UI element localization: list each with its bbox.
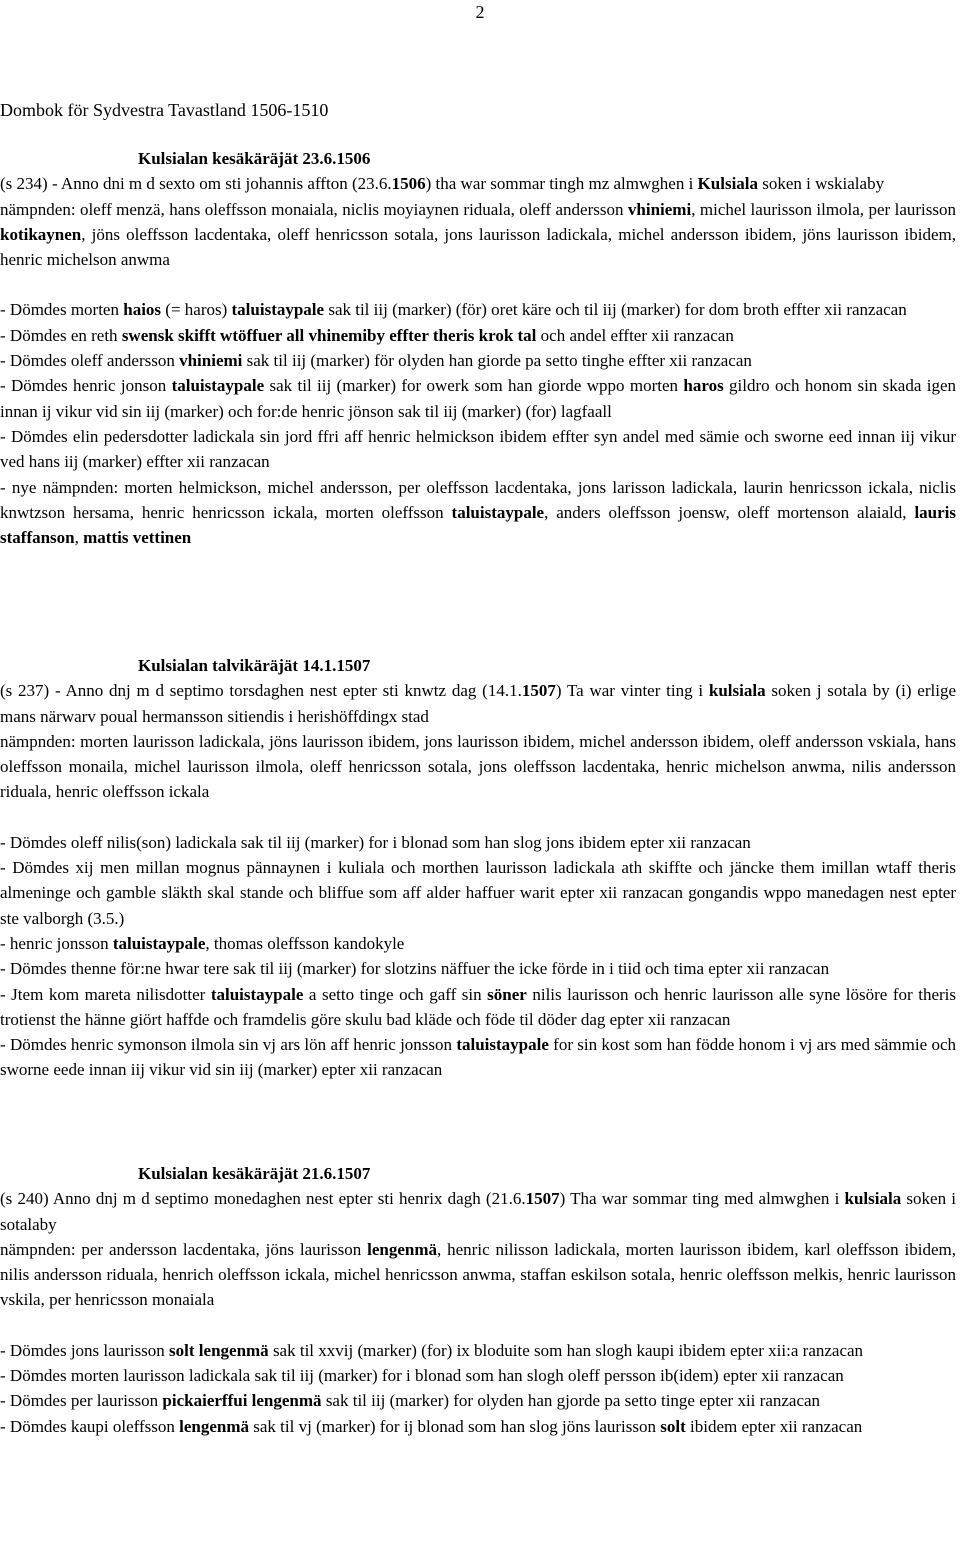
bold-run: lengenmä (367, 1239, 438, 1259)
text-run: - Dömdes thenne för:ne hwar tere sak til iij (marker) for slotzins näffuer the icke förde in i tiid och tima epter xii ranzacan (0, 959, 830, 979)
text-run: ) tha war sommar tingh mz almwghen i (425, 174, 698, 194)
text-run: ) Tha war sommar ting med almwghen i (559, 1189, 845, 1209)
bold-run: söner (487, 984, 527, 1004)
text-run: - Dömdes oleff nilis(son) ladickala sak til iij (marker) for i blonad som han slog jons ibidem epter xii ranzacan (0, 832, 751, 852)
section-talvikarajat-1507 (0, 653, 956, 1083)
text-run: och andel effter xii ranzacan (536, 325, 734, 345)
text-paragraph (0, 1186, 956, 1237)
text-run: nilis laurisson och henric laurisson alle syne lösöre for theris trotienst the hänne giört haffde och framdelis göre skulu bad kläde och föde til döder dag epter xii ranzacan (0, 984, 956, 1029)
text-paragraph (0, 171, 956, 196)
text-run: sak til iij (marker) (för) oret käre och til iij (marker) for dom broth effter xii ranzacan (324, 300, 907, 320)
bold-run: kulsiala (844, 1189, 902, 1209)
text-paragraph (0, 475, 956, 551)
paragraph-gap (0, 805, 956, 830)
bold-run: taluistaypale (451, 502, 545, 522)
text-paragraph (0, 729, 956, 805)
text-run: - Jtem kom mareta nilisdotter (0, 984, 211, 1004)
text-run: (= haros) (161, 300, 232, 320)
bold-run: 1507 (525, 1189, 560, 1209)
text-run: soken i wskialaby (758, 174, 885, 194)
text-paragraph (0, 982, 956, 1033)
text-run: sak til iij (marker) for owerk som han giorde wppo morten (264, 376, 684, 396)
text-run: - Dömdes oleff andersson (0, 351, 180, 371)
text-run: , (74, 528, 84, 548)
bold-run: taluistaypale (112, 933, 206, 953)
text-run: , anders oleffsson joensw, oleff mortenson alaiald, (544, 502, 915, 522)
text-run: - Dömdes jons laurisson (0, 1340, 170, 1360)
text-run: - Dömdes elin pedersdotter ladickala sin jord ffri aff henric helmickson ibidem effter syn andel med sämie och sworne eed innan iij vikur ved hans iij (marker) effter xii ranzacan (0, 426, 956, 472)
section-heading: Kulsialan talvikäräjät 14.1.1507 (138, 656, 371, 675)
text-paragraph (0, 1414, 956, 1439)
text-run: nämpnden: oleff menzä, hans oleffsson monaiala, niclis moyiaynen riduala, oleff andersson (0, 199, 628, 219)
text-run: , henric nilisson ladickala, morten laurisson ibidem, karl oleffsson ibidem, nilis andersson riduala, henrich oleffsson ickala, michel henricsson anwma, staffan eskilson sotala, henric oleffsson melkis, henric laurisson vskila, per henricsson monaiala (0, 1239, 957, 1310)
bold-run: vhiniemi (627, 199, 692, 219)
text-paragraph (0, 373, 956, 424)
bold-run: 1507 (521, 681, 556, 701)
bold-run: kotikaynen (0, 224, 82, 244)
text-run: - nye nämpnden: morten helmickson, michel andersson, per oleffsson lacdentaka, jons larisson ladickala, laurin henricsson ickala, niclis knwtzson hersama, henric henricsson ickala, morten oleffsson (0, 477, 956, 522)
text-run: ibidem epter xii ranzacan (685, 1416, 863, 1436)
text-paragraph (0, 956, 956, 981)
text-run: nämpnden: per andersson lacdentaka, jöns laurisson (0, 1239, 368, 1259)
text-run: soken j sotala by (i) erlige mans närwarv poual hermansson sitiendis i herishöffdingx stad (0, 681, 957, 726)
text-run: - Dömdes morten (0, 300, 124, 320)
bold-run: solt (660, 1416, 686, 1436)
text-run: (s 237) - Anno dnj m d septimo torsdaghen nest epter sti knwtz dag (14.1. (0, 681, 522, 701)
text-paragraph (0, 855, 956, 931)
text-run: - Dömdes morten laurisson ladickala sak til iij (marker) for i blonad som han slogh oleff persson ib(idem) epter xii ranzacan (0, 1366, 844, 1386)
text-run: a setto tinge och gaff sin (303, 984, 488, 1004)
text-run: sak til vj (marker) for ij blonad som han slog jöns laurisson (249, 1416, 661, 1436)
bold-run: pickaierffui lengenmä (162, 1391, 322, 1411)
text-run: gildro och honom sin skada igen innan ij vikur vid sin iij (marker) och for:de henric jönson sak til iij (marker) (for) lagfaall (0, 376, 956, 421)
bold-run: taluistaypale (210, 984, 304, 1004)
bold-run: haros (683, 376, 724, 396)
text-run: - Dömdes kaupi oleffsson (0, 1416, 180, 1436)
text-run: sak til iij (marker) for olyden han gjorde pa setto tinge epter xii ranzacan (321, 1391, 821, 1411)
text-run: ) Ta war vinter ting i (555, 681, 709, 701)
text-paragraph (0, 1388, 956, 1413)
bold-run: Kulsiala (697, 174, 759, 194)
text-paragraph (0, 830, 956, 855)
paragraph-gap (0, 1313, 956, 1338)
bold-run: swensk skifft wtöffuer all vhinemiby effter theris krok tal (121, 325, 537, 345)
bold-run: kulsiala (708, 681, 766, 701)
bold-run: haios (123, 300, 162, 320)
bold-run: 1506 (391, 174, 426, 194)
bold-run: lauris staffanson (0, 502, 956, 548)
text-run: (s 234) - Anno dni m d sexto om sti johannis affton (23.6. (0, 174, 392, 194)
text-run: nämpnden: morten laurisson ladickala, jöns laurisson ibidem, jons laurisson ibidem, michel andersson ibidem, oleff andersson vskiala, hans oleffsson monaila, michel laurisson ilmola, oleff henricsson sotala, jons oleffsson lacdentaka, henric michelson anwma, nilis andersson riduala, henric oleffsson ickala (0, 731, 956, 802)
text-paragraph (0, 1363, 956, 1388)
text-run: , michel laurisson ilmola, per laurisson (691, 199, 956, 219)
text-run: , jöns oleffsson lacdentaka, oleff henricsson sotala, jons laurisson ladickala, michel andersson ibidem, jöns laurisson ibidem, henric michelson anwma (0, 224, 956, 270)
text-run: , thomas oleffsson kandokyle (205, 933, 405, 953)
text-paragraph (0, 1237, 956, 1313)
text-paragraph (0, 424, 956, 475)
bold-run: taluistaypale (231, 300, 325, 320)
text-paragraph (0, 323, 956, 348)
text-paragraph (0, 1032, 956, 1083)
text-run: - Dömdes per laurisson (0, 1391, 163, 1411)
bold-run: solt lengenmä (169, 1340, 269, 1360)
text-paragraph (0, 931, 956, 956)
text-paragraph (0, 297, 956, 322)
paragraph-gap (0, 272, 956, 297)
text-paragraph (0, 1338, 956, 1363)
text-run: - henric jonsson (0, 933, 113, 953)
text-run: - Dömdes henric symonson ilmola sin vj ars lön aff henric jonsson (0, 1035, 457, 1055)
text-run: - Dömdes henric jonson (0, 376, 172, 396)
bold-run: taluistaypale (171, 376, 265, 396)
section-kesakarajat-1507 (0, 1161, 956, 1439)
page-number: 2 (475, 2, 485, 22)
text-paragraph (0, 197, 956, 273)
section-heading: Kulsialan kesäkäräjät 23.6.1506 (138, 149, 371, 168)
bold-run: taluistaypale (456, 1035, 549, 1055)
text-run: (s 240) Anno dnj m d septimo monedaghen nest epter sti henrix dagh (21.6. (0, 1189, 526, 1209)
text-run: soken i sotalaby (0, 1189, 956, 1234)
text-paragraph (0, 678, 956, 729)
text-run: - Dömdes en reth (0, 325, 122, 345)
text-run: sak til xxvij (marker) (for) ix bloduite som han slogh kaupi ibidem epter xii:a ranzacan (268, 1340, 864, 1360)
text-run: sak til iij (marker) för olyden han giorde pa setto tinghe effter xii ranzacan (242, 351, 752, 371)
section-heading: Kulsialan kesäkäräjät 21.6.1507 (138, 1164, 371, 1183)
bold-run: mattis vettinen (83, 528, 192, 548)
document-title: Dombok för Sydvestra Tavastland 1506-1510 (0, 100, 329, 120)
bold-run: vhiniemi (179, 351, 243, 371)
section-kesakarajat-1506 (0, 146, 956, 550)
bold-run: lengenmä (179, 1416, 249, 1436)
text-paragraph (0, 348, 956, 373)
text-run: - Dömdes xij men millan mognus pännaynen i kuliala och morthen laurisson ladickala ath skiffte och jäncke them imillan wtaff theris almeninge och gamble släkth skal stande och bliffue som aff alder haffuer warit epter xii ranzacan gongandis wppo manedagen nest epter ste valborgh (3.5.) (0, 858, 956, 928)
text-run: for sin kost som han födde honom i vj ars med sämmie och sworne eede innan iij vikur vid sin iij (marker) epter xii ranzacan (0, 1035, 956, 1080)
